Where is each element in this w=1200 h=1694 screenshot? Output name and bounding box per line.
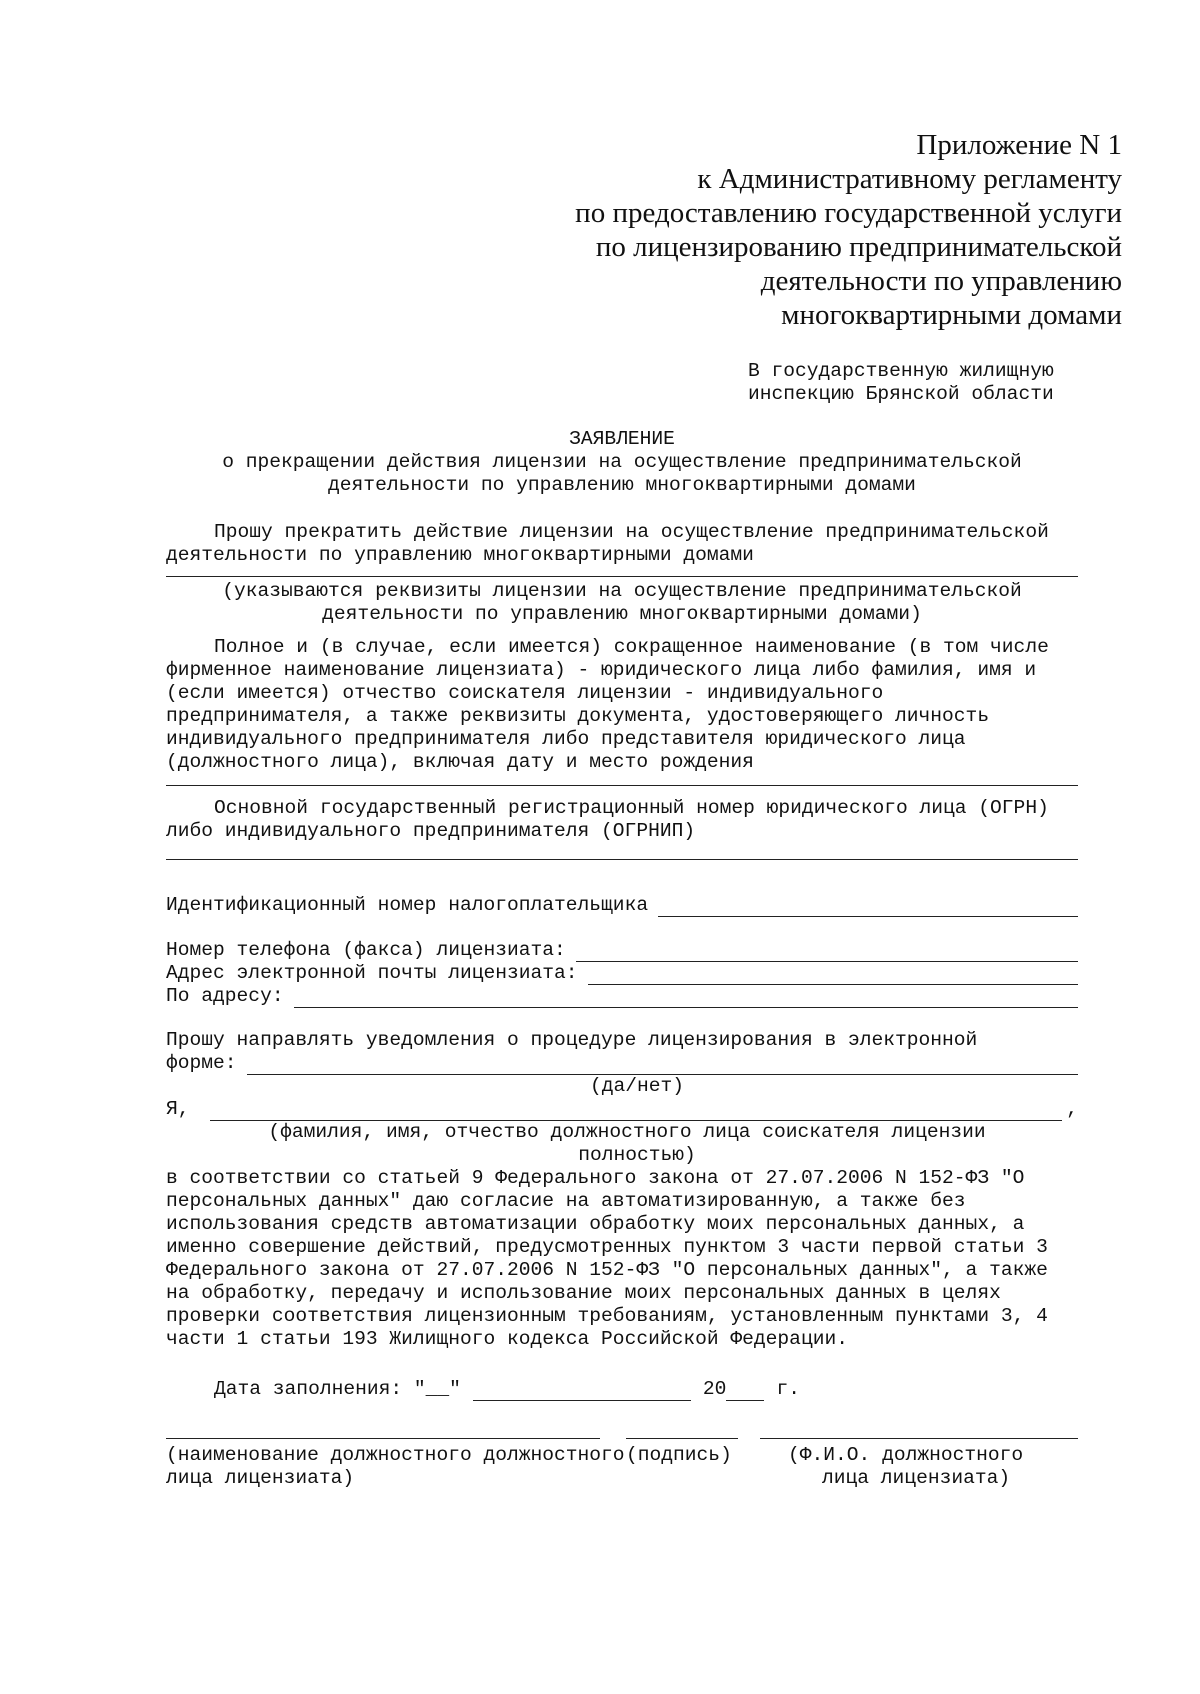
electronic-line: Прошу направлять уведомления о процедуре лицензирования в электронной [166, 1029, 978, 1051]
email-input-line[interactable] [588, 967, 1078, 985]
email-label: Адрес электронной почты лицензиата: [166, 962, 578, 984]
consent-section [166, 1167, 1078, 1351]
applicant-name-hint: (фамилия, имя, отчество должностного лица соискателя лицензии [268, 1121, 986, 1143]
comma-label: , [1066, 1098, 1078, 1120]
position-caption: (наименование должностного должностного [166, 1444, 625, 1466]
phone-input-line[interactable] [576, 944, 1078, 962]
electronic-hint: (да/нет) [589, 1075, 685, 1097]
address-label: По адресу: [166, 985, 284, 1007]
applicant-name-field[interactable] [166, 1098, 1078, 1121]
date-month-input-line[interactable] [473, 1383, 691, 1401]
full-name-section [166, 636, 1078, 786]
header-line: многоквартирными домами [781, 299, 1122, 331]
ogrn-line: либо индивидуального предпринимателя (ОГРНИП) [166, 820, 696, 842]
year-prefix: 20 [702, 1378, 727, 1400]
full-name-line: фирменное наименование лицензиата) - юридического лица либо фамилия, имя и [166, 659, 1037, 681]
addressee-line: инспекцию Брянской области [748, 383, 1054, 405]
date-year-input-line[interactable] [726, 1383, 764, 1401]
fio-caption: (Ф.И.О. должностного [788, 1444, 1024, 1466]
position-column [166, 1438, 625, 1490]
electronic-field[interactable] [166, 1052, 1078, 1075]
year-suffix: г. [776, 1378, 800, 1400]
request-line: деятельности по управлению многоквартирными домами [166, 544, 754, 566]
fio-column [760, 1438, 1078, 1490]
inn-input-line[interactable] [658, 899, 1078, 917]
inn-label: Идентификационный номер налогоплательщика [166, 894, 649, 916]
date-field[interactable] [166, 1378, 1078, 1401]
sign-caption: (подпись) [626, 1444, 732, 1466]
full-name-line: индивидуального предпринимателя либо представителя юридического лица [166, 728, 966, 750]
addressee-line: В государственную жилищную [748, 360, 1054, 382]
ya-label: Я, [166, 1098, 190, 1120]
consent-line: части 1 статьи 193 Жилищного кодекса Российской Федерации. [166, 1328, 848, 1350]
ogrn-line: Основной государственный регистрационный номер юридического лица (ОГРН) [214, 797, 1049, 819]
sign-column [626, 1438, 738, 1467]
ogrn-section [166, 797, 1078, 860]
inn-section [166, 894, 1078, 917]
consent-line: Федерального закона от 27.07.2006 N 152-ФЗ "О персональных данных", а также [166, 1259, 1048, 1281]
consent-line: в соответствии со статьей 9 Федерального закона от 27.07.2006 N 152-ФЗ "О [166, 1167, 1025, 1189]
header-line: деятельности по управлению [760, 265, 1122, 297]
request-section [166, 521, 1078, 626]
license-details-hint: деятельности по управлению многоквартирными домами) [322, 603, 922, 625]
phone-label: Номер телефона (факса) лицензиата: [166, 939, 566, 961]
header-line: по предоставлению государственной услуги [575, 197, 1122, 229]
consent-line: именно совершение действий, предусмотренных пунктом 3 части первой статьи 3 [166, 1236, 1048, 1258]
full-name-line: (если имеется) отчество соискателя лицензии - индивидуального [166, 682, 884, 704]
title-heading: ЗАЯВЛЕНИЕ [569, 428, 675, 450]
applicant-name-input-line[interactable] [210, 1103, 1063, 1121]
title-line: о прекращении действия лицензии на осуществление предпринимательской [222, 451, 1022, 473]
electronic-label: форме: [166, 1052, 237, 1074]
appendix-header [482, 128, 1122, 332]
license-details-hint: (указываются реквизиты лицензии на осуществление предпринимательской [222, 580, 1022, 602]
fio-caption: лица лицензиата) [822, 1467, 1011, 1489]
header-line: по лицензированию предпринимательской [595, 231, 1122, 263]
signature-input-line[interactable] [626, 1438, 738, 1439]
full-name-field-line[interactable] [166, 785, 1078, 786]
title-line: деятельности по управлению многоквартирными домами [328, 474, 916, 496]
header-line: Приложение N 1 [916, 129, 1122, 161]
full-name-line: Полное и (в случае, если имеется) сокращенное наименование (в том числе [214, 636, 1049, 658]
phone-field[interactable] [166, 939, 1078, 962]
request-line: Прошу прекратить действие лицензии на осуществление предпринимательской [214, 521, 1049, 543]
electronic-input-line[interactable] [247, 1057, 1078, 1075]
contact-section [166, 939, 1078, 1008]
address-input-line[interactable] [294, 990, 1078, 1008]
document-title [166, 428, 1078, 497]
inn-field[interactable] [166, 894, 1078, 917]
fio-input-line[interactable] [760, 1438, 1078, 1439]
position-input-line[interactable] [166, 1438, 600, 1439]
full-name-line: предпринимателя, а также реквизиты документа, удостоверяющего личность [166, 705, 990, 727]
consent-line: использования средств автоматизации обработку моих персональных данных, а [166, 1213, 1025, 1235]
header-line: к Административному регламенту [697, 163, 1122, 195]
license-details-field-line[interactable] [166, 576, 1078, 577]
position-caption: лица лицензиата) [166, 1467, 355, 1489]
date-section [166, 1378, 1078, 1401]
date-label: Дата заполнения: "__" [214, 1378, 461, 1400]
email-field[interactable] [166, 962, 1078, 985]
consent-line: персональных данных" даю согласие на автоматизированную, а также без [166, 1190, 966, 1212]
full-name-line: (должностного лица), включая дату и место рождения [166, 751, 754, 773]
addressee-block [748, 360, 1054, 406]
electronic-section [166, 1029, 1078, 1167]
address-field[interactable] [166, 985, 1078, 1008]
ogrn-field-line[interactable] [166, 859, 1078, 860]
consent-line: на обработку, передачу и использование моих персональных данных в целях [166, 1282, 1001, 1304]
consent-line: проверки соответствия лицензионным требованиям, установленным пунктами 3, 4 [166, 1305, 1048, 1327]
applicant-name-hint: полностью) [578, 1144, 696, 1166]
